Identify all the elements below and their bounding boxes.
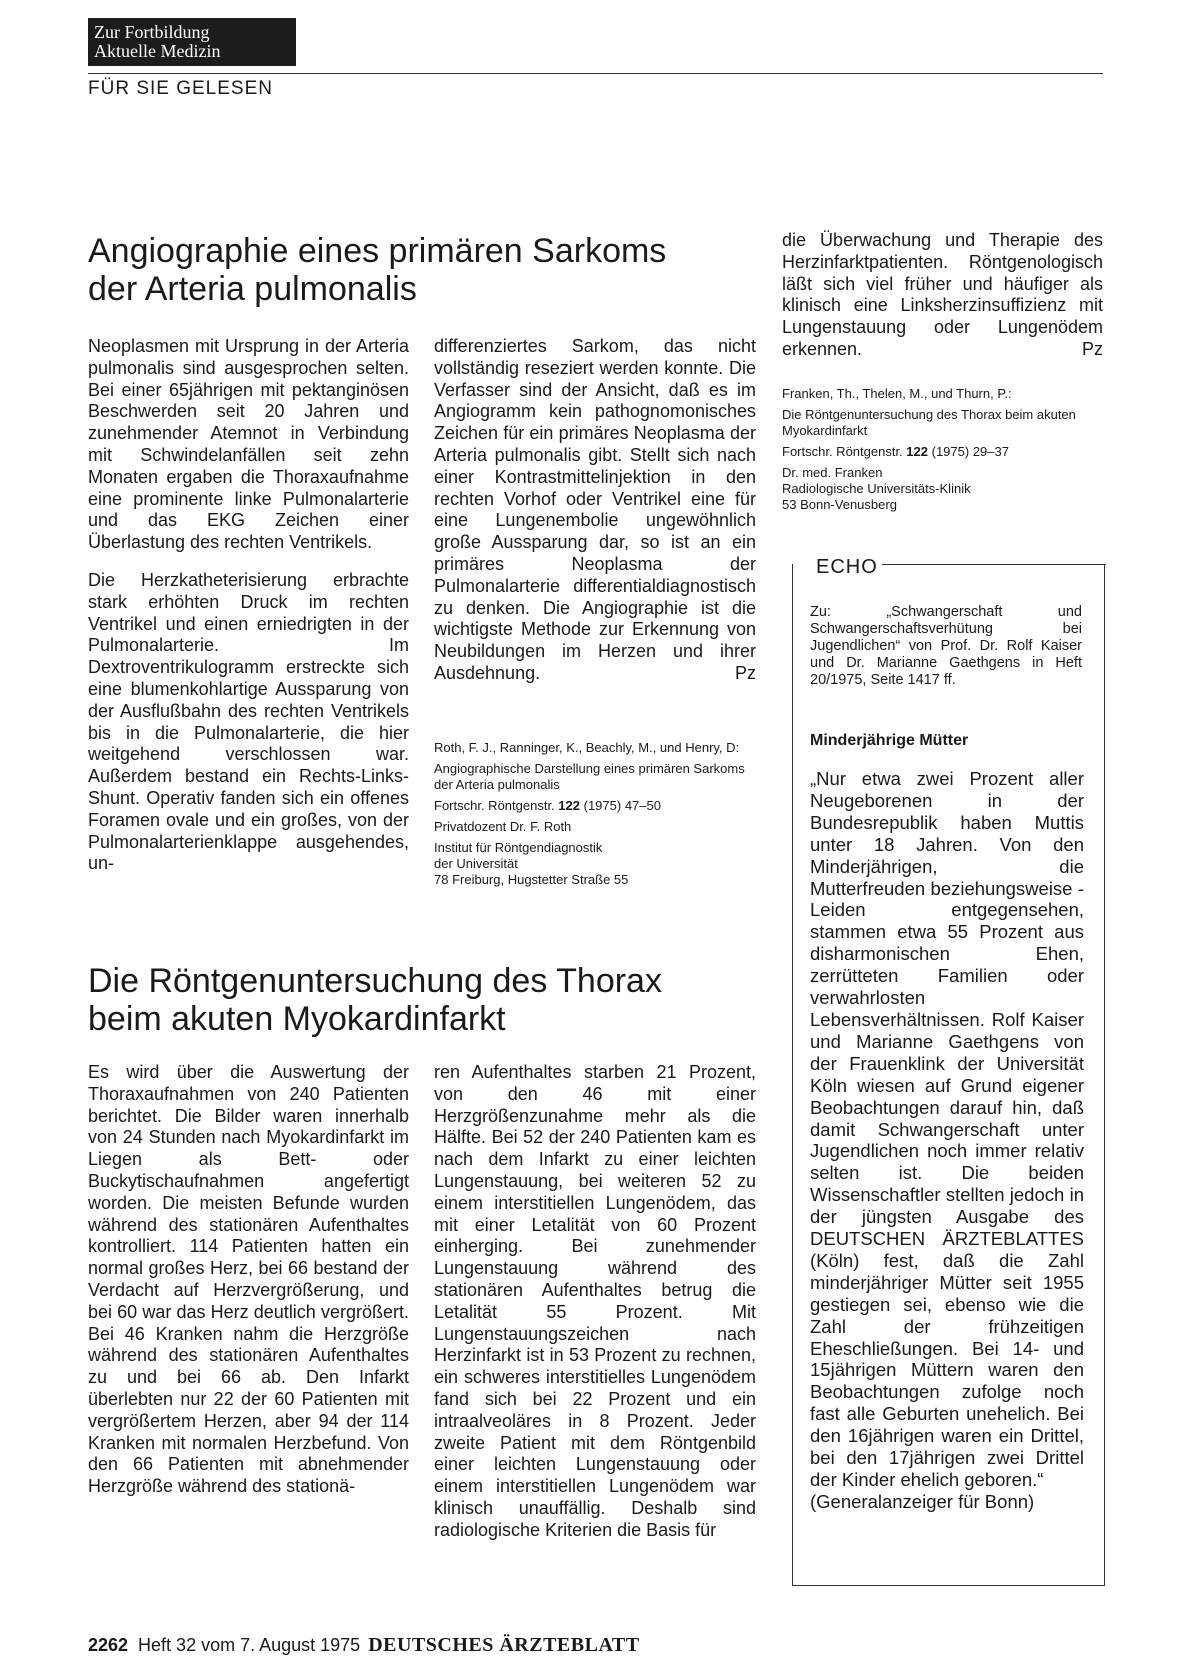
- article2-title-line1: Die Röntgenuntersuchung des Thorax: [88, 962, 662, 1000]
- page-footer: [88, 1634, 640, 1657]
- ref-year-pages: (1975) 29–37: [931, 444, 1009, 459]
- section-label-line2: Aktuelle Medizin: [94, 41, 221, 61]
- article2-ref-title: Die Röntgenuntersuchung des Thorax beim akuten Myokardinfarkt: [782, 407, 1076, 438]
- article1-ref-citation: [434, 798, 756, 814]
- article2-paragraph-3-text: die Überwachung und Therapie des Herzinfarktpatienten. Röntgenologisch läßt sich viel früher und häufiger als klinisch eine Linksherzinsuffizienz mit Lungenstauung oder Lungenödem erkennen.: [782, 230, 1103, 359]
- article2-paragraph-2: ren Aufenthaltes starben 21 Prozent, von den 46 mit einer Herzgrößenzunahme mehr als die Hälfte. Bei 52 der 240 Patienten kam es nach dem Infarkt zu einer leichten Lungenstauung, bei weiteren 52 zu einem interstitiellen Lungenödem, das mit einer Letalität von 60 Prozent einherging. Bei zunehmender Lungenstauung während des stationären Aufenthaltes betrug die Letalität 55 Prozent. Mit Lungenstauungszeichen nach Herzinfarkt ist in 53 Prozent zu rechnen, ein schweres interstitielles Lungenödem fand sich bei 22 Prozent und ein intraalveoläres in 8 Prozent. Jeder zweite Patient mit dem Röntgenbild einer leichten Lungenstauung oder einem interstitiellen Lungenödem war klinisch unauffällig. Deshalb sind radiologische Kriterien die Basis für: [434, 1062, 756, 1540]
- article1-paragraph-3: [434, 336, 756, 685]
- echo-box-bottom-border: [792, 1585, 1105, 1586]
- echo-body-text: „Nur etwa zwei Prozent aller Neugeborenen in der Bundesrepublik haben Muttis unter 18 Jahren. Von den Minderjährigen, die Mutterfreuden beziehungsweise -Leiden entgegensehen, stammen etwa 55 Prozent aus disharmonischen Ehen, zerrütteten Familien oder verwahrlosten Lebensverhältnissen. Rolf Kaiser und Marianne Gaethgens von der Frauenklink der Universität Köln wiesen auf Grund eigener Beobachtungen darauf hin, daß damit Schwangerschaft unter Jugendlichen noch immer relativ selten ist. Die beiden Wissenschaftler stellten jedoch in der jüngsten Ausgabe des DEUTSCHEN ÄRZTEBLATTES (Köln) fest, daß die Zahl minderjähriger Mütter seit 1955 gestiegen sei, ebenso wie die Zahl der frühzeitigen Eheschließungen. Bei 14- und 15jährigen Müttern waren den Beobachtungen zufolge noch fast alle Geburten unehelich. Bei den 16jährigen waren ein Drittel, bei den 17jährigen zwei Drittel der Kinder ehelich geboren.“: [810, 768, 1084, 1490]
- article2-signature: Pz: [1081, 338, 1103, 359]
- journal-name: DEUTSCHES ÄRZTEBLATT: [368, 1634, 640, 1656]
- issue-info: Heft 32 vom 7. August 1975: [138, 1635, 361, 1655]
- article1-ref-contact: Privatdozent Dr. F. Roth: [434, 819, 572, 834]
- article2-paragraph-3: [782, 230, 1103, 361]
- ref-journal: Fortschr. Röntgenstr.: [782, 444, 903, 459]
- article1-ref-title: Angiographische Darstellung eines primären Sarkoms der Arteria pulmonalis: [434, 761, 745, 792]
- article1-ref-authors: Roth, F. J., Ranninger, K., Beachly, M., und Henry, D:: [434, 740, 740, 755]
- page-number: 2262: [88, 1635, 129, 1655]
- article2-ref-citation: [782, 444, 1103, 460]
- article2-ref-institute: Radiologische Universitäts-Klinik: [782, 481, 971, 496]
- article1-ref-institute: Institut für Röntgendiagnostik: [434, 840, 603, 855]
- article2-column-1: [88, 1062, 409, 1498]
- article2-title: [88, 962, 748, 1038]
- article2-column-3: [782, 230, 1103, 361]
- article1-column-2: [434, 336, 756, 685]
- ref-year-pages: (1975) 47–50: [583, 798, 661, 813]
- ref-journal: Fortschr. Röntgenstr.: [434, 798, 555, 813]
- section-label-line1: Zur Fortbildung: [94, 22, 210, 42]
- article1-title-line2: der Arteria pulmonalis: [88, 270, 417, 308]
- article2-ref-address: 53 Bonn-Venusberg: [782, 497, 897, 512]
- ref-volume: 122: [906, 444, 928, 459]
- echo-box-right-border: [1104, 564, 1105, 1586]
- article1-paragraph-2: Die Herzkatheterisierung erbrachte stark erhöhten Druck im rechten Ventrikel und einen erniedrigten in der Pulmonalarterie. Im Dextroventrikulogramm erstreckte sich eine blumenkohlartige Aussparung von der Ausflußbahn des rechten Ventrikels bis in die Pulmonalarterie, die hier weitgehend verschlossen war. Außerdem bestand ein Rechts-Links-Shunt. Operativ fanden sich ein offenes Foramen ovale und ein großes, von der Pulmonalarterienklappe ausgehendes, un-: [88, 569, 409, 874]
- article2-ref-contact: Dr. med. Franken: [782, 465, 883, 480]
- rubric: FÜR SIE GELESEN: [88, 78, 273, 99]
- article1-signature: Pz: [734, 662, 756, 683]
- article1-paragraph-3-text: differenziertes Sarkom, das nicht vollständig reseziert werden konnte. Die Verfasser sind der Ansicht, daß es im Angiogramm kein pathognomonisches Zeichen für ein primäres Neoplasma der Arteria pulmonalis gibt. Stellt sich nach einer Kontrastmittelinjektion in den rechten Vorhof oder Ventrikel eine für eine Lungenembolie ungewöhnlich große Aussparung dar, so ist an ein primäres Neoplasma der Pulmonalarterie differentialdiagnostisch zu denken. Die Angiographie ist die wichtigste Methode zur Erkennung von Neubildungen im Herzen und ihrer Ausdehnung.: [434, 336, 756, 683]
- echo-reference: Zu: „Schwangerschaft und Schwangerschaftsverhütung bei Jugendlichen“ von Prof. Dr. Rolf Kaiser und Dr. Marianne Gaethgens in Heft 20/1975, Seite 1417 ff.: [810, 604, 1082, 688]
- article2-ref-authors: Franken, Th., Thelen, M., und Thurn, P.:: [782, 386, 1012, 401]
- header-rule: [88, 73, 1103, 74]
- article1-column-1: [88, 336, 409, 875]
- article2-title-line2: beim akuten Myokardinfarkt: [88, 1000, 506, 1038]
- echo-body: [810, 768, 1084, 1513]
- article1-title: [88, 232, 708, 308]
- article1-ref-address: 78 Freiburg, Hugstetter Straße 55: [434, 872, 629, 887]
- article2-reference: [782, 386, 1103, 513]
- echo-source: (Generalanzeiger für Bonn): [810, 1490, 1035, 1512]
- echo-box-left-border: [792, 564, 793, 1586]
- echo-label: ECHO: [812, 556, 882, 579]
- ref-volume: 122: [558, 798, 580, 813]
- article1-ref-institute-2: der Universität: [434, 856, 518, 871]
- article1-title-line1: Angiographie eines primären Sarkoms: [88, 232, 667, 270]
- article1-paragraph-1: Neoplasmen mit Ursprung in der Arteria pulmonalis sind ausgesprochen selten. Bei einer 65jährigen mit pektanginösen Beschwerden seit 20 Jahren und zunehmender Atemnot in Verbindung mit Schwindelanfällen seit zehn Monaten ergaben die Thoraxaufnahme eine prominente linke Pulmonalarterie und das EKG Zeichen einer Überlastung des rechten Ventrikels.: [88, 336, 409, 553]
- article2-column-2: [434, 1062, 756, 1542]
- section-label: [88, 18, 296, 66]
- echo-heading: Minderjährige Mütter: [810, 732, 969, 749]
- article2-paragraph-1: Es wird über die Auswertung der Thoraxaufnahmen von 240 Patienten berichtet. Die Bilder waren innerhalb von 24 Stunden nach Myokardinfarkt im Liegen als Bett- oder Buckytischaufnahmen angefertigt worden. Die meisten Befunde wurden während des stationären Aufenthaltes kontrolliert. 114 Patienten hatten ein normal großes Herz, bei 66 bestand der Verdacht auf Herzvergrößerung, und bei 60 war das Herz deutlich vergrößert. Bei 46 Kranken nahm die Herzgröße während des stationären Aufenthaltes zu und bei 66 ab. Den Infarkt überlebten nur 22 der 60 Patienten mit vergrößertem Herzen, aber 94 der 114 Kranken mit normalen Herzbefund. Von den 66 Patienten mit abnehmender Herzgröße während des stationä-: [88, 1062, 409, 1497]
- article1-reference: [434, 740, 756, 888]
- echo-box-top-border: [871, 564, 1106, 565]
